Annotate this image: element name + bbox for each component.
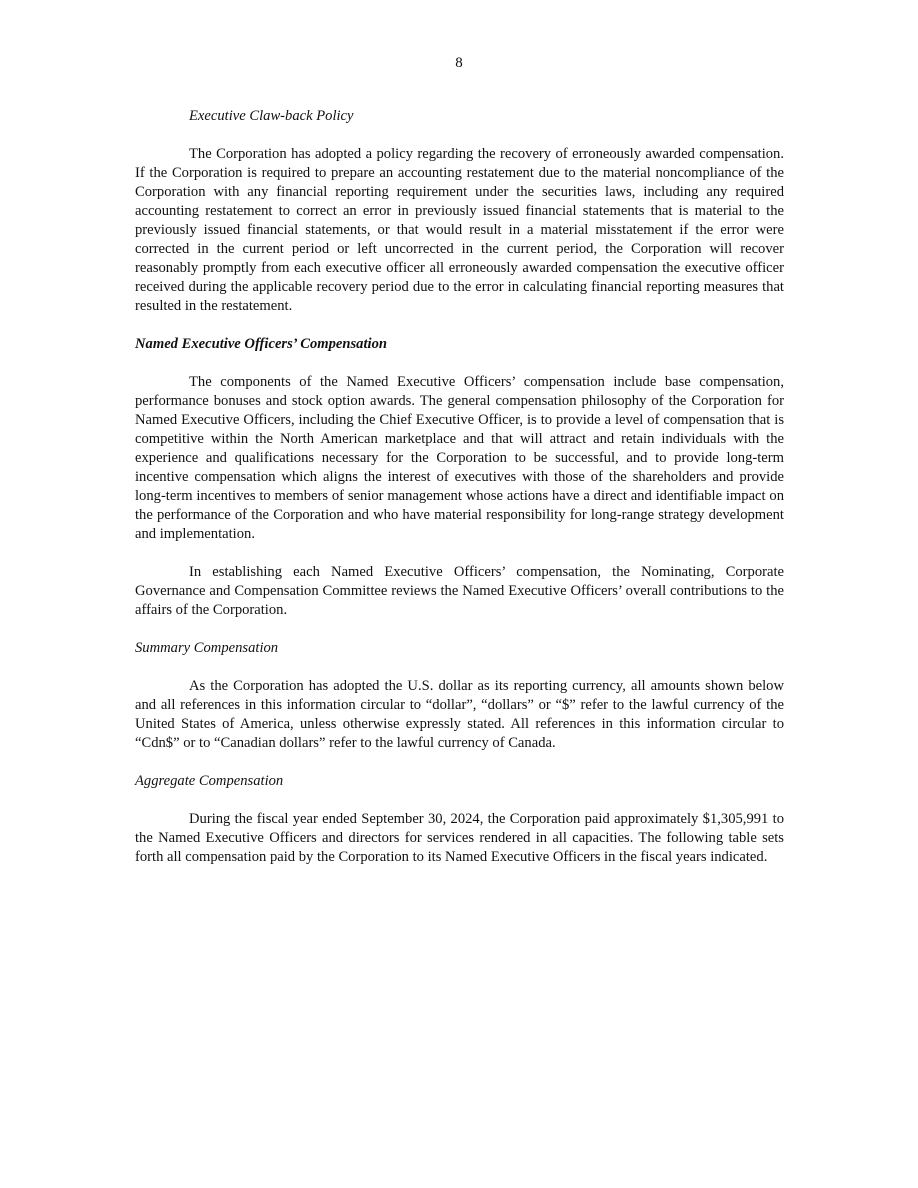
section-heading-neo-compensation: Named Executive Officers’ Compensation <box>135 336 387 352</box>
paragraph-neo-compensation-2: In establishing each Named Executive Officers’ compensation, the Nominating, Corporate Governance and Compensation Committee reviews the Named Executive Officers’ overall contributions to the affairs of the Corporation. <box>135 564 784 618</box>
document-body <box>135 107 784 867</box>
section-heading-clawback: Executive Claw-back Policy <box>189 108 354 124</box>
paragraph-neo-compensation-1: The components of the Named Executive Officers’ compensation include base compensation, performance bonuses and stock option awards. The general compensation philosophy of the Corporation for Named Executive Officers, including the Chief Executive Officer, is to provide a level of compensation that is competitive within the North American marketplace and that will attract and retain individuals with the experience and qualifications necessary for the Corporation to be successful, and to provide long-term incentive compensation which aligns the interest of executives with those of the shareholders and provide long-term incentives to members of senior management whose actions have a direct and identifiable impact on the performance of the Corporation and who have material responsibility for long-range strategy development and implementation. <box>135 374 784 542</box>
paragraph-summary-compensation: As the Corporation has adopted the U.S. dollar as its reporting currency, all amounts shown below and all references in this information circular to “dollar”, “dollars” or “$” refer to the lawful currency of the United States of America, unless otherwise expressly stated. All references in this information circular to “Cdn$” or to “Canadian dollars” refer to the lawful currency of Canada. <box>135 678 784 751</box>
paragraph-aggregate-compensation: During the fiscal year ended September 30, 2024, the Corporation paid approximately $1,305,991 to the Named Executive Officers and directors for services rendered in all capacities. The following table sets forth all compensation paid by the Corporation to its Named Executive Officers in the fiscal years indicated. <box>135 811 784 865</box>
paragraph-clawback: The Corporation has adopted a policy regarding the recovery of erroneously awarded compensation. If the Corporation is required to prepare an accounting restatement due to the material noncompliance of the Corporation with any financial reporting requirement under the securities laws, including any required accounting restatement to correct an error in previously issued financial statements that is material to the previously issued financial statements, or that would result in a material misstatement if the error were corrected in the current period or left uncorrected in the current period, the Corporation will recover reasonably promptly from each executive officer all erroneously awarded compensation the executive officer received during the applicable recovery period due to the error in calculating financial reporting measures that resulted in the restatement. <box>135 146 784 314</box>
section-heading-aggregate-compensation: Aggregate Compensation <box>135 773 284 789</box>
section-heading-summary-compensation: Summary Compensation <box>135 640 279 656</box>
page-number: 8 <box>455 55 463 71</box>
